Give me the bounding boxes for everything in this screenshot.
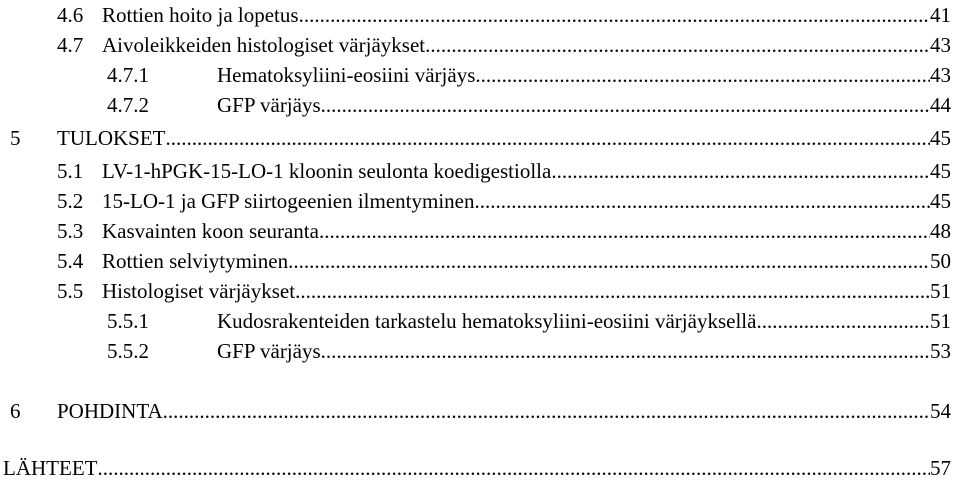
toc-entry-number: 4.6 [57,3,84,27]
toc-entry-number: 5.1 [57,159,84,183]
toc-entry-lahteet[interactable] [0,453,951,483]
toc-entry-title: LV-1-hPGK-15-LO-1 kloonin seulonta koedigestiolla [102,159,552,183]
toc-dot-leader [475,186,931,216]
toc-entry-number: 5.5 [57,279,84,303]
toc-entry-title: Hematoksyliini-eosiini värjäys [217,63,476,87]
toc-dot-leader [97,453,930,483]
toc-entry-number: 5.2 [57,189,84,213]
toc-entry-title: GFP värjäys [217,93,321,117]
toc-entry-4-7-2[interactable] [0,90,951,120]
toc-entry-title: Aivoleikkeiden histologiset värjäykset [102,33,426,57]
toc-entry-title: 15-LO-1 ja GFP siirtogeenien ilmentyminen [102,189,475,213]
toc-entry-page: 45 [930,189,951,213]
toc-dot-leader [299,0,930,30]
toc-entry-page: 43 [930,63,951,87]
toc-entry-title: GFP värjäys [217,339,321,363]
toc-dot-leader [321,90,930,120]
toc-entry-title: Rottien hoito ja lopetus [102,3,299,27]
toc-entry-5-1[interactable] [0,156,951,186]
toc-entry-number: 5 [10,126,21,150]
toc-entry-page: 41 [930,3,951,27]
toc-dot-leader [163,396,930,426]
toc-entry-title: LÄHTEET [3,456,98,480]
toc-entry-6[interactable] [0,396,951,426]
toc-entry-number: 5.5.2 [107,339,149,363]
toc-entry-5-5-1[interactable] [0,306,951,336]
toc-entry-page: 45 [930,159,951,183]
toc-entry-page: 50 [930,249,951,273]
toc-dot-leader [756,306,930,336]
toc-entry-number: 6 [10,399,21,423]
toc-entry-number: 4.7.1 [107,63,149,87]
toc-dot-leader [319,216,930,246]
toc-dot-leader [295,276,930,306]
toc-entry-5-5-2[interactable] [0,336,951,366]
toc-entry-title: TULOKSET [57,126,166,150]
toc-entry-number: 5.5.1 [107,309,149,333]
toc-entry-5-3[interactable] [0,216,951,246]
toc-entry-title: Histologiset värjäykset [102,279,296,303]
toc-entry-4-7[interactable] [0,30,951,60]
toc-dot-leader [166,123,931,153]
toc-entry-page: 44 [930,93,951,117]
toc-entry-page: 57 [930,456,951,480]
toc-entry-5-4[interactable] [0,246,951,276]
toc-entry-page: 51 [930,279,951,303]
toc-entry-5-2[interactable] [0,186,951,216]
toc-entry-number: 5.3 [57,219,84,243]
toc-entry-4-7-1[interactable] [0,60,951,90]
toc-entry-4-6[interactable] [0,0,951,30]
toc-entry-title: Kasvainten koon seuranta [102,219,319,243]
toc-entry-number: 5.4 [57,249,84,273]
toc-entry-number: 4.7.2 [107,93,149,117]
toc-entry-number: 4.7 [57,33,84,57]
toc-dot-leader [321,336,930,366]
toc-entry-5-5[interactable] [0,276,951,306]
toc-entry-page: 48 [930,219,951,243]
toc-dot-leader [425,30,930,60]
toc-entry-page: 53 [930,339,951,363]
toc-entry-title: Rottien selviytyminen [102,249,289,273]
toc-entry-5[interactable] [0,123,951,153]
toc-dot-leader [288,246,930,276]
toc-entry-page: 43 [930,33,951,57]
toc-entry-title: POHDINTA [57,399,163,423]
toc-dot-leader [551,156,930,186]
toc-entry-title: Kudosrakenteiden tarkastelu hematoksyliini-eosiini värjäyksellä [217,309,757,333]
toc-dot-leader [475,60,930,90]
toc-entry-page: 51 [930,309,951,333]
toc-entry-page: 45 [930,126,951,150]
toc-entry-page: 54 [930,399,951,423]
